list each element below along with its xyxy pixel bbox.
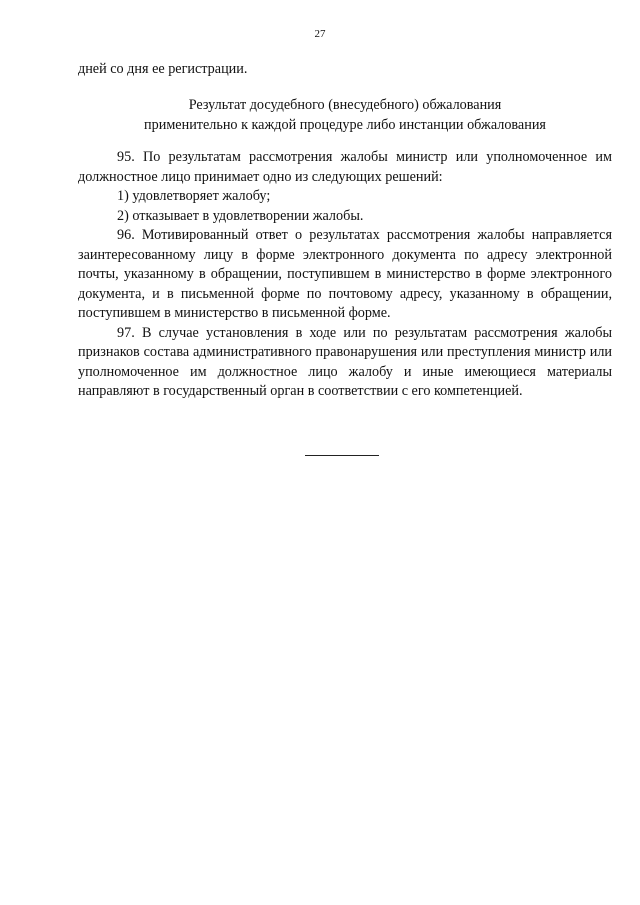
page-number: 27 [314,28,326,40]
paragraph-text: Мотивированный ответ о результатах рассмотрения жалобы направляется заинтересованному лицу в форме электронного документа по адресу электронной почты, указанному в обращении, поступившем в министерство в форме электронного документа, и в письменной форме по почтовому адресу, указанному в обращении, поступившем в министерство в письменной форме. [78,227,612,321]
paragraph-95 [78,148,612,187]
paragraph-97 [78,324,612,402]
paragraph-text: По результатам рассмотрения жалобы министр или уполномоченное им должностное лицо принимает одно из следующих решений: [78,149,612,185]
list-item-number: 2) [117,207,129,224]
section-heading [78,96,612,135]
paragraph-text: В случае установления в ходе или по результатам рассмотрения жалобы признаков состава административного правонарушения или преступления министр или уполномоченное им должностное лицо жалобу и иные имеющиеся материалы направляют в государственный орган в соответствии с его компетенцией. [78,324,612,399]
list-item-number: 1) [117,188,129,204]
list-item-text: удовлетворяет жалобу; [128,188,271,204]
paragraph-number: 95. [117,149,135,165]
continuation-paragraph: дней со дня ее регистрации. [78,61,248,77]
list-item-1 [78,187,612,207]
paragraph-number: 96. [117,227,135,243]
heading-line-1: Результат досудебного (внесудебного) обжалования [188,97,502,113]
end-separator-line [305,455,379,456]
paragraph-number: 97. [117,324,135,341]
paragraph-96 [78,226,612,324]
list-item-2 [78,207,612,227]
list-item-text: отказывает в удовлетворении жалобы. [128,207,364,224]
section-body [78,148,612,402]
continuation-text [78,60,612,80]
heading-line-2: применительно к каждой процедуре либо инстанции обжалования [144,116,546,133]
